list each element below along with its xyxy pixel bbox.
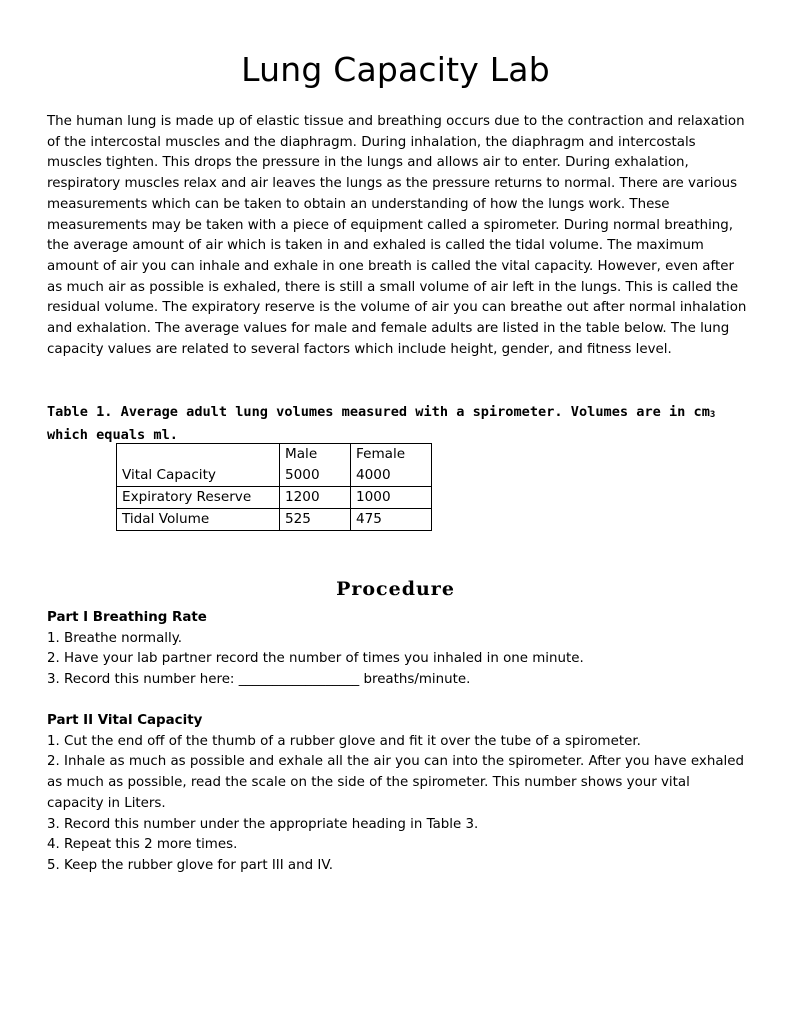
table-cell-male (280, 444, 351, 487)
table-caption-tail: which equals ml. (47, 427, 178, 443)
table-value-male: 525 (280, 509, 351, 531)
table-value-male: 1200 (280, 487, 351, 509)
step-item: 3. Record this number here: __________________ breaths/minute. (47, 672, 471, 688)
table-caption (47, 402, 747, 446)
lung-volumes-table (116, 443, 432, 531)
procedure-heading: Procedure (336, 578, 455, 600)
step-item: 3. Record this number under the appropriate heading in Table 3. (47, 816, 479, 832)
part-2-section (47, 711, 747, 877)
step-item: 4. Repeat this 2 more times. (47, 837, 238, 853)
step-item: 1. Cut the end off of the thumb of a rubber glove and fit it over the tube of a spirometer. (47, 733, 641, 749)
table-row (117, 509, 432, 531)
table-row-label: Expiratory Reserve (117, 487, 280, 509)
table-row (117, 444, 432, 487)
part-2-heading: Part II Vital Capacity (47, 713, 203, 728)
table-value-female: 475 (351, 509, 432, 531)
intro-paragraph: The human lung is made up of elastic tissue and breathing occurs due to the contraction and relaxation of the intercostal muscles and the diaphragm. During inhalation, the diaphragm and intercostals muscles tighten. This drops the pressure in the lungs and allows air to enter. During exhalation, respiratory muscles relax and air leaves the lungs as the pressure returns to normal. There are various measurements which can be taken to obtain an understanding of how the lungs work. These measurements may be taken with a piece of equipment called a spirometer. During normal breathing, the average amount of air which is taken in and exhaled is called the tidal volume. The maximum amount of air you can inhale and exhale in one breath is called the vital capacity. However, even after as much air as possible is exhaled, there is still a small volume of air left in the lungs. This is called the residual volume. The expiratory reserve is the volume of air you can breathe out after normal inhalation and exhalation. The average values for male and female adults are listed in the table below. The lung capacity values are related to several factors which include height, gender, and fitness level. (47, 114, 747, 357)
step-item: 1. Breathe normally. (47, 630, 183, 646)
table-value-male: 5000 (285, 467, 320, 483)
part-1-section (47, 608, 747, 691)
table-caption-text: Table 1. Average adult lung volumes measured with a spirometer. Volumes are in cm (47, 404, 710, 420)
table-row-label: Tidal Volume (117, 509, 280, 531)
table-value-female: 4000 (356, 467, 391, 483)
table-cell-female (351, 444, 432, 487)
column-header-female: Female (356, 446, 406, 462)
step-item: 5. Keep the rubber glove for part III and IV. (47, 857, 334, 873)
table-row (117, 487, 432, 509)
step-item: 2. Have your lab partner record the number of times you inhaled in one minute. (47, 651, 584, 667)
page-title: Lung Capacity Lab (241, 50, 550, 89)
table-row-label: Vital Capacity (122, 467, 216, 483)
part-1-heading: Part I Breathing Rate (47, 610, 207, 625)
table-value-female: 1000 (351, 487, 432, 509)
step-item: 2. Inhale as much as possible and exhale all the air you can into the spirometer. After you have exhaled as much as possible, read the scale on the side of the spirometer. This number shows your vital capacity in Liters. (47, 754, 745, 811)
table-cell-label (117, 444, 280, 487)
column-header-male: Male (285, 446, 318, 462)
table-caption-superscript: 3 (709, 410, 716, 420)
